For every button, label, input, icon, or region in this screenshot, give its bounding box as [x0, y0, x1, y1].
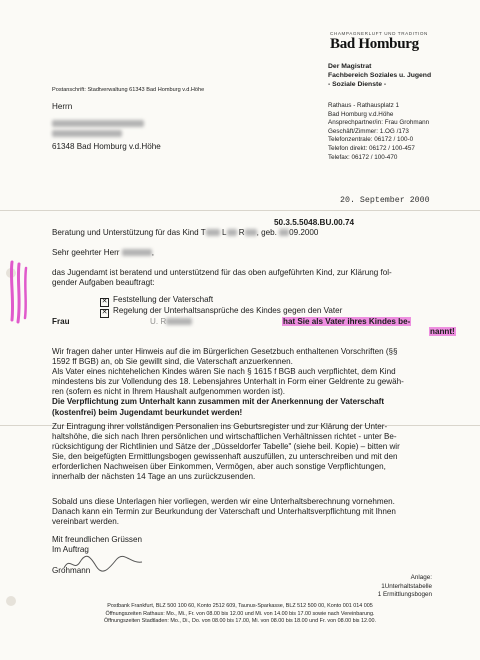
paragraph-ermittlung	[52, 422, 400, 483]
text-line: 1592 ff BGB) an, ob Sie gewillt sind, die Vaterschaft anzuerkennen.	[52, 357, 293, 367]
attachment-item: 1Unterhaltstabelle	[381, 582, 432, 590]
footer-line: Öffnungszeiten Rathaus: Mo., Mi., Fr. von 08.00 bis 12.00 und Mi. von 14.00 bis 17.00 sowie nach Vereinbarung.	[105, 610, 375, 617]
recipient-city: 61348 Bad Homburg v.d.Höhe	[52, 142, 161, 151]
mother-name-text: U. R	[150, 317, 167, 326]
mother-name	[150, 317, 192, 327]
attachments-title: Anlage:	[410, 574, 432, 581]
subject-prefix: Beratung und Unterstützung für das Kind T	[52, 228, 206, 237]
letterhead-tagline: CHAMPAGNERLUFT UND TRADITION	[330, 31, 428, 36]
text-line: innerhalb der nächsten 14 Tage an uns zurückzusenden.	[52, 472, 256, 482]
subject-line	[52, 228, 318, 238]
department-line1: Der Magistrat	[328, 63, 372, 70]
margin-marker-strokes	[6, 258, 30, 324]
greeting-text: Sehr geehrter Herr	[52, 248, 120, 257]
text-line: erforderlichen Nachweisen über Einkommen, Vermögen, aber auch sonstige Verpflichtungen,	[52, 462, 386, 472]
subject-born-label: , geb.	[256, 228, 277, 237]
subject-mid: L	[221, 228, 227, 237]
greeting-comma: ,	[151, 248, 154, 257]
contact-line: Telefax: 06172 / 100-470	[328, 153, 398, 161]
text-line: Wir fragen daher unter Hinweis auf die im Bürgerlichen Gesetzbuch enthaltenen Vorschriften (§§	[52, 347, 398, 356]
contact-line: Geschäft/Zimmer: 1.OG /173	[328, 127, 409, 135]
city-logo: Bad Homburg	[330, 36, 419, 52]
attachments	[378, 574, 432, 600]
text-line: mindestens bis zur Vollendung des 18. Lebensjahres Unterhalt in Form einer Geldrente zu gewäh-	[52, 377, 404, 387]
text-line: ren (sofern es nicht in Ihrem Haushalt aufgenommen worden ist).	[52, 387, 286, 397]
paper-fold-line	[0, 210, 480, 211]
greeting	[52, 248, 154, 258]
department-line2: Fachbereich Soziales u. Jugend	[328, 72, 432, 79]
letter-date: 20. September 2000	[340, 196, 430, 205]
footer	[0, 603, 480, 626]
checked-box-icon: ✕	[101, 309, 108, 316]
text-line: rücksichtigung der Richtlinien und Sätze der „Düsseldorfer Tabelle" (siehe beil. Kopie) – bitten wir	[52, 442, 400, 452]
footer-line: Öffnungszeiten Stadtladen: Mo., Di., Do. von 08.00 bis 17.00, Mi. von 08.00 bis 18.00 und Fr. von 08.00 bis 12.00.	[103, 618, 376, 625]
department-line3: - Soziale Dienste -	[328, 81, 387, 88]
text-line: Sie, den beigefügten Ermittlungsbogen gewissenhaft auszufüllen, zu unterschreiben und mit den	[52, 452, 398, 462]
reference-number: 50.3.5.5048.BU.00.74	[274, 218, 355, 227]
paragraph-vaterschaft	[52, 347, 404, 418]
closing-line: Mit freundlichen Grüssen	[52, 535, 142, 544]
bold-text-line: (kostenfrei) beim Jugendamt beurkundet werden!	[52, 407, 243, 417]
text-line: Als Vater eines nichtehelichen Kindes wären Sie nach § 1615 f BGB auch verpflichtet, dem Kind	[52, 367, 396, 377]
sender-line: Postanschrift: Stadtverwaltung 61343 Bad Homburg v.d.Höhe	[52, 87, 205, 93]
signer-name: Grohmann	[52, 566, 91, 575]
contact-line: Telefonzentrale: 06172 / 100-0	[328, 136, 414, 144]
contact-line: Telefon direkt: 06172 / 100-457	[328, 144, 415, 152]
text-line: vereinbart werden.	[52, 517, 120, 527]
highlighted-text: nannt!	[430, 327, 455, 336]
recipient-street-redacted	[52, 125, 122, 143]
contact-line: Rathaus - Rathausplatz 1	[328, 102, 400, 109]
text-line: das Jugendamt ist beratend und unterstützend für das oben aufgeführten Kind, zur Klärung fol-	[52, 268, 392, 277]
recipient-salutation: Herrn	[52, 102, 73, 111]
contact-line: Ansprechpartner/in: Frau Grohmann	[328, 119, 430, 127]
text-line: Danach kann ein Termin zur Beurkundung der Vaterschaft und Unterhaltsverpflichtung mit Ihnen	[52, 507, 396, 517]
subject-tail: R	[238, 228, 245, 237]
mother-highlight	[282, 317, 411, 327]
closing-line: Im Auftrag	[52, 545, 89, 555]
text-line: gender Aufgaben beauftragt:	[52, 278, 155, 288]
subject-born-date: 09.2000	[289, 228, 319, 237]
text-line: haltshöhe, die sich nach Ihren persönlichen und wirtschaftlichen Verhältnissen richtet - unter Be-	[52, 432, 397, 442]
paragraph-termin	[52, 497, 396, 527]
footer-line: Postbank Frankfurt, BLZ 500 100 60, Konto 2512 609, Taunus-Sparkasse, BLZ 512 500 00, Konto 001 014 005	[107, 603, 373, 609]
mother-highlight-cont	[429, 327, 456, 337]
department-block	[328, 62, 431, 89]
bold-text-line: Die Verpflichtung zum Unterhalt kann zusammen mit der Anerkennung der Vaterschaft	[52, 397, 385, 407]
contact-line: Bad Homburg v.d.Höhe	[328, 110, 394, 118]
highlighted-text: hat Sie als Vater ihres Kindes be-	[283, 317, 411, 326]
task-label: Regelung der Unterhaltsansprüche des Kindes gegen den Vater	[113, 306, 343, 315]
checked-box-icon: ✕	[101, 298, 108, 305]
intro-paragraph	[52, 268, 392, 288]
text-line: Sobald uns diese Unterlagen hier vorliegen, werden wir eine Unterhaltsberechnung vornehmen.	[52, 497, 395, 506]
contact-block	[328, 102, 429, 162]
mother-label: Frau	[52, 317, 70, 326]
text-line: Zur Eintragung ihrer vollständigen Personalien ins Geburtsregister und zur Klärung der Unter-	[52, 422, 388, 431]
attachment-item: 1 Ermittlungsbogen	[377, 591, 432, 599]
task-label: Feststellung der Vaterschaft	[113, 295, 214, 304]
